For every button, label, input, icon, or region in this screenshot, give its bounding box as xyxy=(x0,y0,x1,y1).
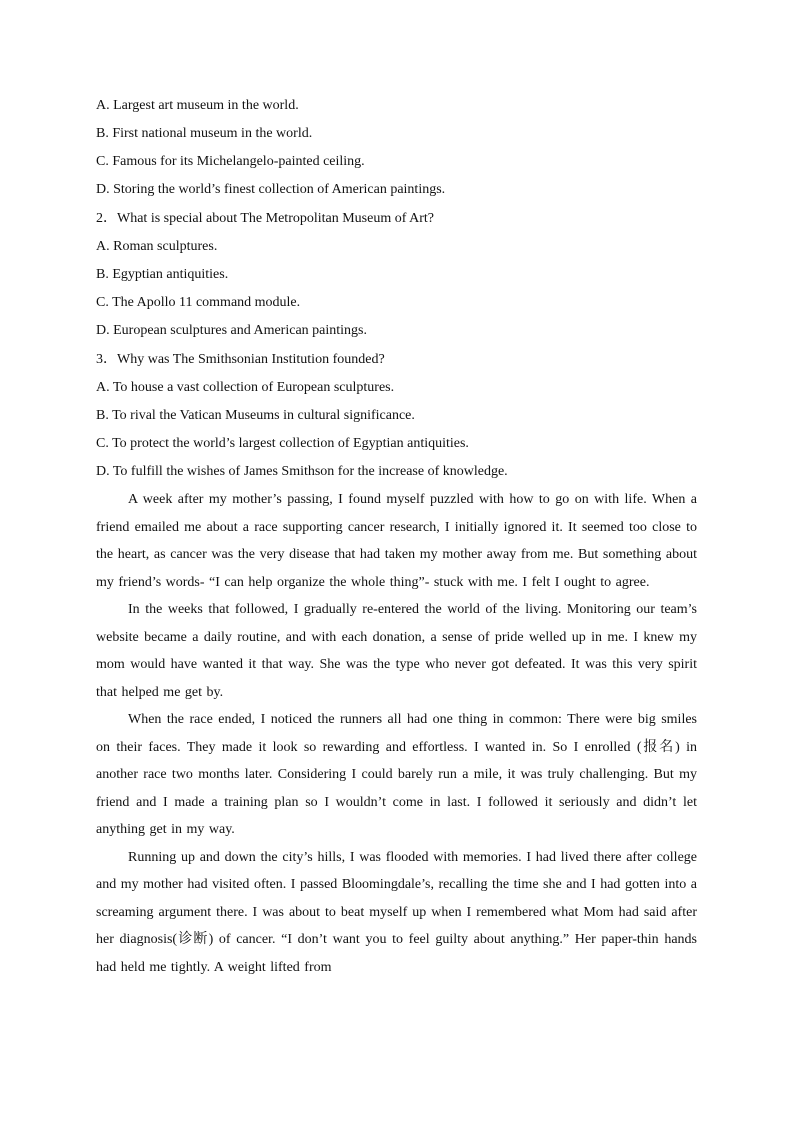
option-b: B. To rival the Vatican Museums in cultural significance. xyxy=(96,408,415,423)
document-page xyxy=(96,92,697,981)
passage-paragraph: Running up and down the city’s hills, I was flooded with memories. I had lived there after college and my mother had visited often. I passed Bloomingdale’s, recalling the time she and I had gotten into a screaming argument there. I was about to beat myself up when I remembered what Mom had said after her diagnosis(诊断) of cancer. “I don’t want you to feel guilty about anything.” Her paper-thin hands had held me tightly. A weight lifted from xyxy=(96,849,697,975)
passage-paragraph: In the weeks that followed, I gradually re-entered the world of the living. Monitoring our team’s website became a daily routine, and with each donation, a sense of pride welled up in me. I knew my mom would have wanted it that way. She was the type who never got defeated. It was this very spirit that helped me get by. xyxy=(96,602,697,700)
question-2 xyxy=(96,205,697,345)
option-c: C. To protect the world’s largest collection of Egyptian antiquities. xyxy=(96,436,469,451)
option-d: D. European sculptures and American paintings. xyxy=(96,323,367,338)
question-3 xyxy=(96,346,697,486)
question-prompt: 3．Why was The Smithsonian Institution founded? xyxy=(96,352,385,367)
option-d: D. To fulfill the wishes of James Smithson for the increase of knowledge. xyxy=(96,464,508,479)
passage-paragraph: When the race ended, I noticed the runners all had one thing in common: There were big smiles on their faces. They made it look so rewarding and effortless. I wanted in. So I enrolled (报名) in another race two months later. Considering I could barely run a mile, it was truly challenging. But my friend and I made a training plan so I wouldn’t come in last. I followed it seriously and didn’t let anything get in my way. xyxy=(96,712,697,837)
reading-passage xyxy=(96,486,697,981)
option-a: A. Largest art museum in the world. xyxy=(96,98,299,113)
passage-paragraph: A week after my mother’s passing, I found myself puzzled with how to go on with life. When a friend emailed me about a race supporting cancer research, I initially ignored it. It seemed too close to the heart, as cancer was the very disease that had taken my mother away from me. But something about my friend’s words- “I can help organize the whole thing”- stuck with me. I felt I ought to agree. xyxy=(96,492,697,590)
option-a: A. Roman sculptures. xyxy=(96,239,218,254)
question-prompt: 2．What is special about The Metropolitan Museum of Art? xyxy=(96,211,435,226)
option-d: D. Storing the world’s finest collection of American paintings. xyxy=(96,182,446,197)
option-b: B. First national museum in the world. xyxy=(96,126,313,141)
option-c: C. The Apollo 11 command module. xyxy=(96,295,301,310)
option-b: B. Egyptian antiquities. xyxy=(96,267,229,282)
question-1 xyxy=(96,92,697,204)
option-c: C. Famous for its Michelangelo-painted ceiling. xyxy=(96,154,365,169)
option-a: A. To house a vast collection of European sculptures. xyxy=(96,380,395,395)
